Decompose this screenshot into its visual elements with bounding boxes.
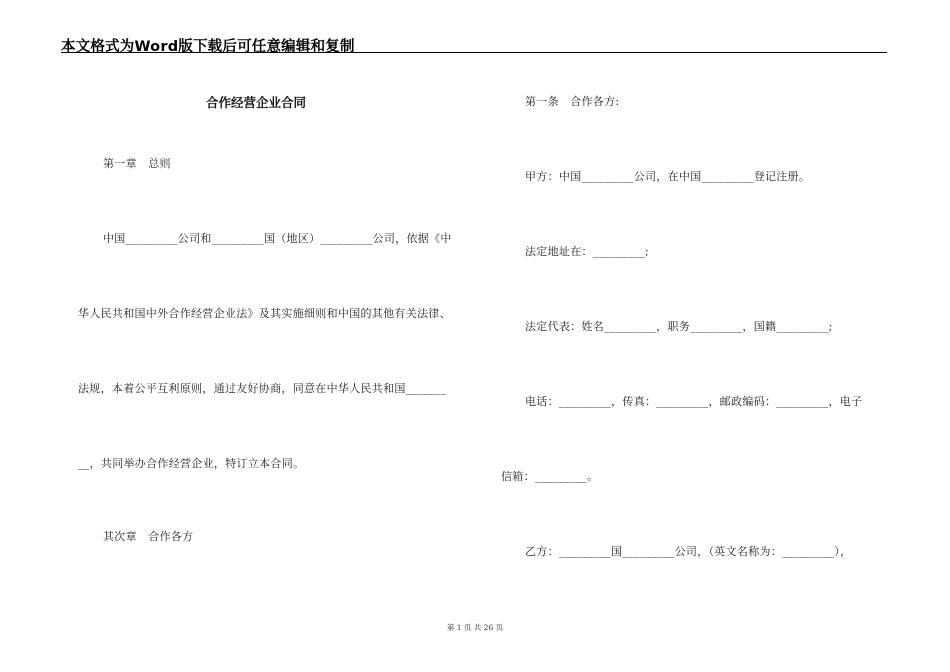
article-1-heading: 第一条 合作各方:: [525, 95, 620, 108]
paragraph-line: __，共同举办合作经营企业，特订立本合同。: [78, 457, 305, 470]
legal-representative-line: 法定代表：姓名_________，职务_________，国籍_________;: [525, 320, 833, 333]
contract-title: 合作经营企业合同: [206, 95, 307, 110]
header-divider: [61, 52, 887, 53]
document-header: 本文格式为Word版下载后可任意编辑和复制: [61, 39, 355, 55]
paragraph-line: 法规，本着公平互利原则，通过友好协商，同意在中华人民共和国_______: [78, 382, 447, 395]
page-number: 第 1 页 共 26 页: [446, 623, 504, 632]
contact-line: 电话：_________，传真：_________，邮政编码：_________，电子: [525, 395, 863, 408]
chapter-1-heading: 第一章 总则: [103, 157, 171, 170]
paragraph-line: 中国_________公司和_________国（地区）_________公司，依据《中: [103, 232, 452, 245]
paragraph-line: 华人民共和国中外合作经营企业法》及其实施细则和中国的其他有关法律、: [78, 307, 451, 320]
chapter-2-heading: 其次章 合作各方: [103, 530, 194, 543]
party-a-line: 甲方：中国_________公司，在中国_________登记注册。: [525, 170, 811, 183]
legal-address-line: 法定地址在：_________;: [525, 245, 650, 258]
contact-line: 信箱：_________。: [501, 470, 599, 483]
party-b-line: 乙方：_________国_________公司，（英文名称为：_________），: [525, 545, 852, 558]
